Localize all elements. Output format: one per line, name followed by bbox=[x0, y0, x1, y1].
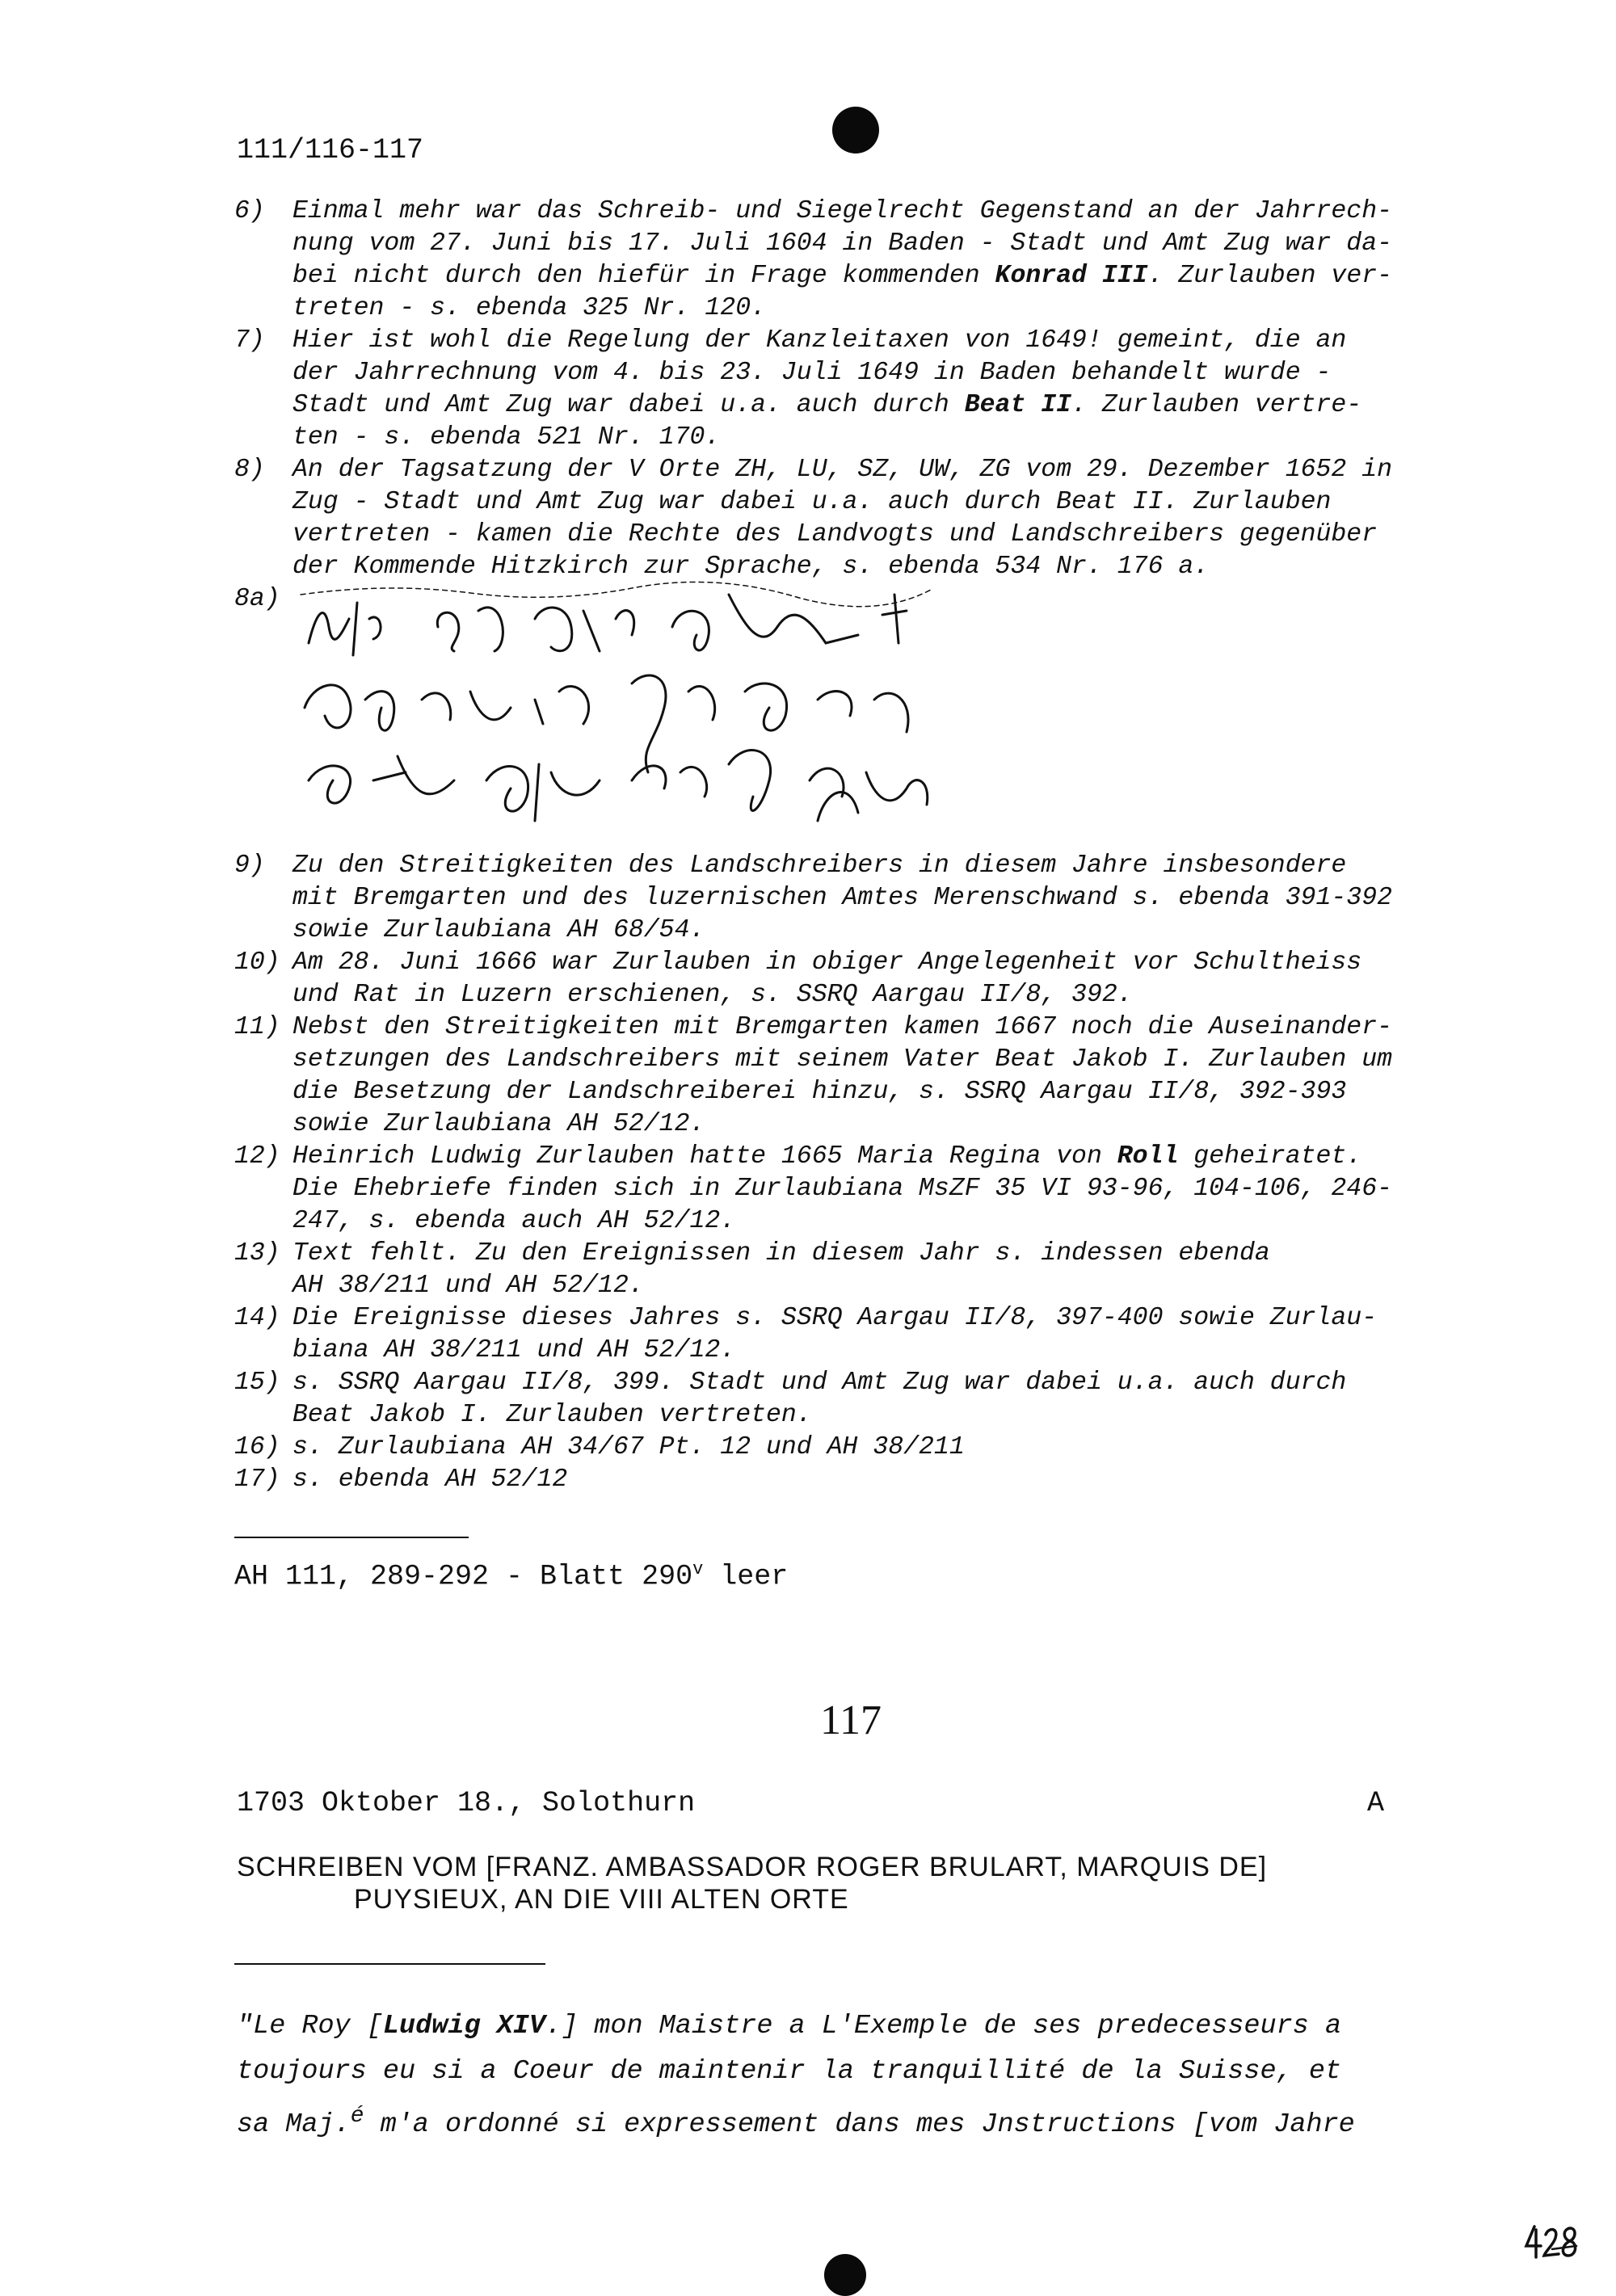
footnote-8 bbox=[234, 454, 1495, 583]
footnote-text bbox=[292, 1141, 1495, 1238]
footnote-line: Zug - Stadt und Amt Zug war dabei u.a. auch durch Beat II. Zurlauben bbox=[292, 488, 1332, 516]
footnote-line: Heinrich Ludwig Zurlauben hatte 1665 Maria Regina von Roll geheiratet. bbox=[292, 1142, 1362, 1171]
body-line: "Le Roy [Ludwig XIV.] mon Maistre a L'Exemple de ses predecesseurs a bbox=[237, 2011, 1342, 2042]
footnote-line: vertreten - kamen die Rechte des Landvogts und Landschreibers gegenüber bbox=[292, 520, 1378, 549]
letter-body bbox=[237, 2004, 1497, 2147]
person-name-bold: Roll bbox=[1117, 1142, 1179, 1171]
footnote-text bbox=[292, 850, 1495, 947]
footnote-12 bbox=[234, 1141, 1495, 1238]
footnote-line: ten - s. ebenda 521 Nr. 170. bbox=[292, 423, 721, 452]
footnote-number: 9) bbox=[234, 852, 265, 880]
handwriting-snippet bbox=[292, 583, 1495, 850]
footnote-line: Stadt und Amt Zug war dabei u.a. auch durch Beat II. Zurlauben vertre- bbox=[292, 391, 1362, 419]
footnote-11 bbox=[234, 1011, 1495, 1141]
footnote-17 bbox=[234, 1464, 1495, 1496]
footnote-text bbox=[292, 1464, 1495, 1496]
footnote-line: s. ebenda AH 52/12 bbox=[292, 1465, 568, 1494]
footnote-line: setzungen des Landschreibers mit seinem Vater Beat Jakob I. Zurlauben um bbox=[292, 1045, 1393, 1074]
footnote-line: nung vom 27. Juni bis 17. Juli 1604 in Baden - Stadt und Amt Zug war da- bbox=[292, 229, 1393, 258]
footnote-text bbox=[292, 1432, 1495, 1464]
document-title-line-1: SCHREIBEN VOM [FRANZ. AMBASSADOR ROGER BRULART, MARQUIS DE] bbox=[237, 1852, 1268, 1882]
footnote-line: s. Zurlaubiana AH 34/67 Pt. 12 und AH 38/211 bbox=[292, 1433, 965, 1461]
body-line: sa Maj.$^é$ m'a ordonné si expressement dans mes Jnstructions [vom Jahre bbox=[237, 2104, 1355, 2141]
footnote-13 bbox=[234, 1238, 1495, 1302]
footnote-line: Die Ehebriefe finden sich in Zurlaubiana MsZF 35 VI 93-96, 104-106, 246- bbox=[292, 1175, 1393, 1203]
footnote-text bbox=[292, 454, 1495, 583]
footnote-line: Nebst den Streitigkeiten mit Bremgarten kamen 1667 noch die Auseinander- bbox=[292, 1013, 1393, 1041]
document-number: 117 bbox=[819, 1697, 882, 1743]
footnote-line: treten - s. ebenda 325 Nr. 120. bbox=[292, 294, 766, 322]
footnote-number: 17) bbox=[234, 1465, 280, 1494]
footnote-15 bbox=[234, 1367, 1495, 1432]
footnote-line: Die Ereignisse dieses Jahres s. SSRQ Aargau II/8, 397-400 sowie Zurlau- bbox=[292, 1304, 1378, 1332]
footnote-number: 11) bbox=[234, 1013, 280, 1041]
footnote-line: die Besetzung der Landschreiberei hinzu, s. SSRQ Aargau II/8, 392-393 bbox=[292, 1078, 1347, 1106]
verso-superscript: v bbox=[692, 1559, 704, 1579]
footnote-16 bbox=[234, 1432, 1495, 1464]
footnote-line: 247, s. ebenda auch AH 52/12. bbox=[292, 1207, 736, 1235]
separator-rule bbox=[234, 1537, 469, 1538]
person-name-bold: Konrad III bbox=[995, 262, 1148, 290]
footnote-number: 15) bbox=[234, 1369, 280, 1397]
footnote-14 bbox=[234, 1302, 1495, 1367]
version-letter: A bbox=[1367, 1787, 1385, 1819]
footnote-line: sowie Zurlaubiana AH 68/54. bbox=[292, 916, 705, 944]
footnote-8a bbox=[234, 583, 1495, 850]
footnote-line: mit Bremgarten und des luzernischen Amtes Merenschwand s. ebenda 391-392 bbox=[292, 884, 1393, 912]
king-name-bold: Ludwig XIV bbox=[382, 2011, 545, 2042]
document-title-line-2: PUYSIEUX, AN DIE VIII ALTEN ORTE bbox=[354, 1884, 849, 1915]
page-header: 111/116-117 bbox=[237, 134, 424, 166]
footnote-text bbox=[292, 1367, 1495, 1432]
footnote-line: An der Tagsatzung der V Orte ZH, LU, SZ, UW, ZG vom 29. Dezember 1652 in bbox=[292, 456, 1393, 484]
footnote-number: 16) bbox=[234, 1433, 280, 1461]
footnote-number: 8a) bbox=[234, 585, 280, 613]
footnote-number: 14) bbox=[234, 1304, 280, 1332]
body-line: toujours eu si a Coeur de maintenir la tranquillité de la Suisse, et bbox=[237, 2056, 1342, 2087]
footnote-line: Hier ist wohl die Regelung der Kanzleitaxen von 1649! gemeint, die an bbox=[292, 326, 1347, 355]
footnote-line: biana AH 38/211 und AH 52/12. bbox=[292, 1336, 736, 1365]
footnote-number: 6) bbox=[234, 197, 265, 225]
footnote-number: 13) bbox=[234, 1239, 280, 1268]
footnote-line: sowie Zurlaubiana AH 52/12. bbox=[292, 1110, 705, 1138]
footnote-text bbox=[292, 325, 1495, 454]
footnote-text bbox=[292, 1011, 1495, 1141]
footnotes bbox=[234, 196, 1495, 1496]
date-place: 1703 Oktober 18., Solothurn bbox=[237, 1787, 696, 1819]
footnote-line: Einmal mehr war das Schreib- und Siegelrecht Gegenstand an der Jahrrech- bbox=[292, 197, 1393, 225]
footnote-line: AH 38/211 und AH 52/12. bbox=[292, 1272, 644, 1300]
footnote-line: bei nicht durch den hiefür in Frage kommenden Konrad III. Zurlauben ver- bbox=[292, 262, 1393, 290]
footnote-7 bbox=[234, 325, 1495, 454]
separator-rule bbox=[234, 1963, 545, 1965]
punch-hole-bottom bbox=[824, 2254, 866, 2296]
abbrev-superscript: é bbox=[350, 2104, 364, 2129]
footnote-line: s. SSRQ Aargau II/8, 399. Stadt und Amt Zug war dabei u.a. auch durch bbox=[292, 1369, 1347, 1397]
footnote-line: der Kommende Hitzkirch zur Sprache, s. ebenda 534 Nr. 176 a. bbox=[292, 553, 1210, 581]
person-name-bold: Beat II bbox=[964, 391, 1072, 419]
footnote-number: 8) bbox=[234, 456, 265, 484]
footnote-text bbox=[292, 1302, 1495, 1367]
source-reference: AH 111, 289-292 - Blatt 290$^v$ leer bbox=[234, 1559, 789, 1593]
footnote-text bbox=[292, 947, 1495, 1011]
footnote-line: Am 28. Juni 1666 war Zurlauben in obiger Angelegenheit vor Schultheiss bbox=[292, 948, 1362, 977]
footnote-text bbox=[292, 1238, 1495, 1302]
footnote-number: 12) bbox=[234, 1142, 280, 1171]
punch-hole-top bbox=[832, 107, 879, 153]
footnote-9 bbox=[234, 850, 1495, 947]
footnote-line: und Rat in Luzern erschienen, s. SSRQ Aargau II/8, 392. bbox=[292, 981, 1133, 1009]
footnote-line: Beat Jakob I. Zurlauben vertreten. bbox=[292, 1401, 812, 1429]
footnote-number: 10) bbox=[234, 948, 280, 977]
handwritten-page-number bbox=[1523, 2222, 1580, 2260]
footnote-text bbox=[292, 196, 1495, 325]
footnote-10 bbox=[234, 947, 1495, 1011]
footnote-line: der Jahrrechnung vom 4. bis 23. Juli 1649 in Baden behandelt wurde - bbox=[292, 359, 1332, 387]
handwritten-insert-image bbox=[292, 578, 955, 837]
footnote-6 bbox=[234, 196, 1495, 325]
footnote-number: 7) bbox=[234, 326, 265, 355]
footnote-line: Zu den Streitigkeiten des Landschreibers in diesem Jahre insbesondere bbox=[292, 852, 1347, 880]
footnote-line: Text fehlt. Zu den Ereignissen in diesem Jahr s. indessen ebenda bbox=[292, 1239, 1270, 1268]
